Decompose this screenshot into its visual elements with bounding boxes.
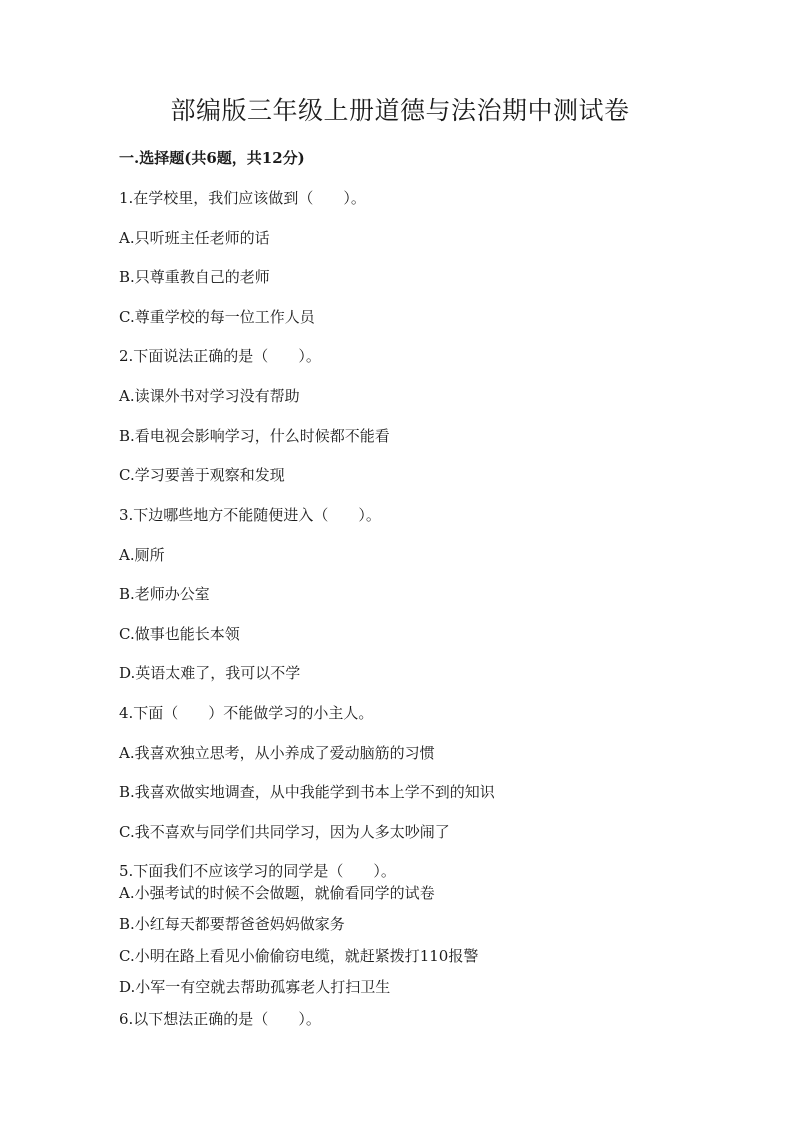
question-4-stem: 4.下面（ ）不能做学习的小主人。 bbox=[119, 704, 374, 722]
question-1-option-b: B.只尊重教自己的老师 bbox=[119, 268, 270, 286]
question-6-stem: 6.以下想法正确的是（ ）。 bbox=[119, 1010, 321, 1028]
question-4-option-b: B.我喜欢做实地调查，从中我能学到书本上学不到的知识 bbox=[119, 783, 495, 801]
question-5-option-b: B.小红每天都要帮爸爸妈妈做家务 bbox=[119, 915, 345, 933]
question-3-option-b: B.老师办公室 bbox=[119, 585, 210, 603]
question-3-option-a: A.厕所 bbox=[119, 546, 165, 564]
page-title: 部编版三年级上册道德与法治期中测试卷 bbox=[170, 96, 630, 125]
question-2-option-c: C.学习要善于观察和发现 bbox=[119, 466, 285, 484]
question-2-option-b: B.看电视会影响学习，什么时候都不能看 bbox=[119, 427, 390, 445]
question-3-stem: 3.下边哪些地方不能随便进入（ ）。 bbox=[119, 506, 381, 524]
question-5-stem: 5.下面我们不应该学习的同学是（ ）。 bbox=[119, 862, 396, 880]
question-3-option-c: C.做事也能长本领 bbox=[119, 625, 240, 643]
question-5-option-d: D.小军一有空就去帮助孤寡老人打扫卫生 bbox=[119, 978, 391, 996]
question-3-option-d: D.英语太难了，我可以不学 bbox=[119, 664, 301, 682]
question-5-option-c: C.小明在路上看见小偷偷窃电缆，就赶紧拨打110报警 bbox=[119, 947, 479, 965]
question-2-option-a: A.读课外书对学习没有帮助 bbox=[119, 387, 300, 405]
question-1-option-a: A.只听班主任老师的话 bbox=[119, 229, 270, 247]
question-4-option-c: C.我不喜欢与同学们共同学习，因为人多太吵闹了 bbox=[119, 823, 450, 841]
section-heading: 一.选择题(共6题，共12分) bbox=[119, 149, 305, 167]
question-1-stem: 1.在学校里，我们应该做到（ ）。 bbox=[119, 189, 366, 207]
question-1-option-c: C.尊重学校的每一位工作人员 bbox=[119, 308, 315, 326]
question-2-stem: 2.下面说法正确的是（ ）。 bbox=[119, 347, 321, 365]
question-5-option-a: A.小强考试的时候不会做题，就偷看同学的试卷 bbox=[119, 884, 435, 902]
question-4-option-a: A.我喜欢独立思考，从小养成了爱动脑筋的习惯 bbox=[119, 744, 435, 762]
